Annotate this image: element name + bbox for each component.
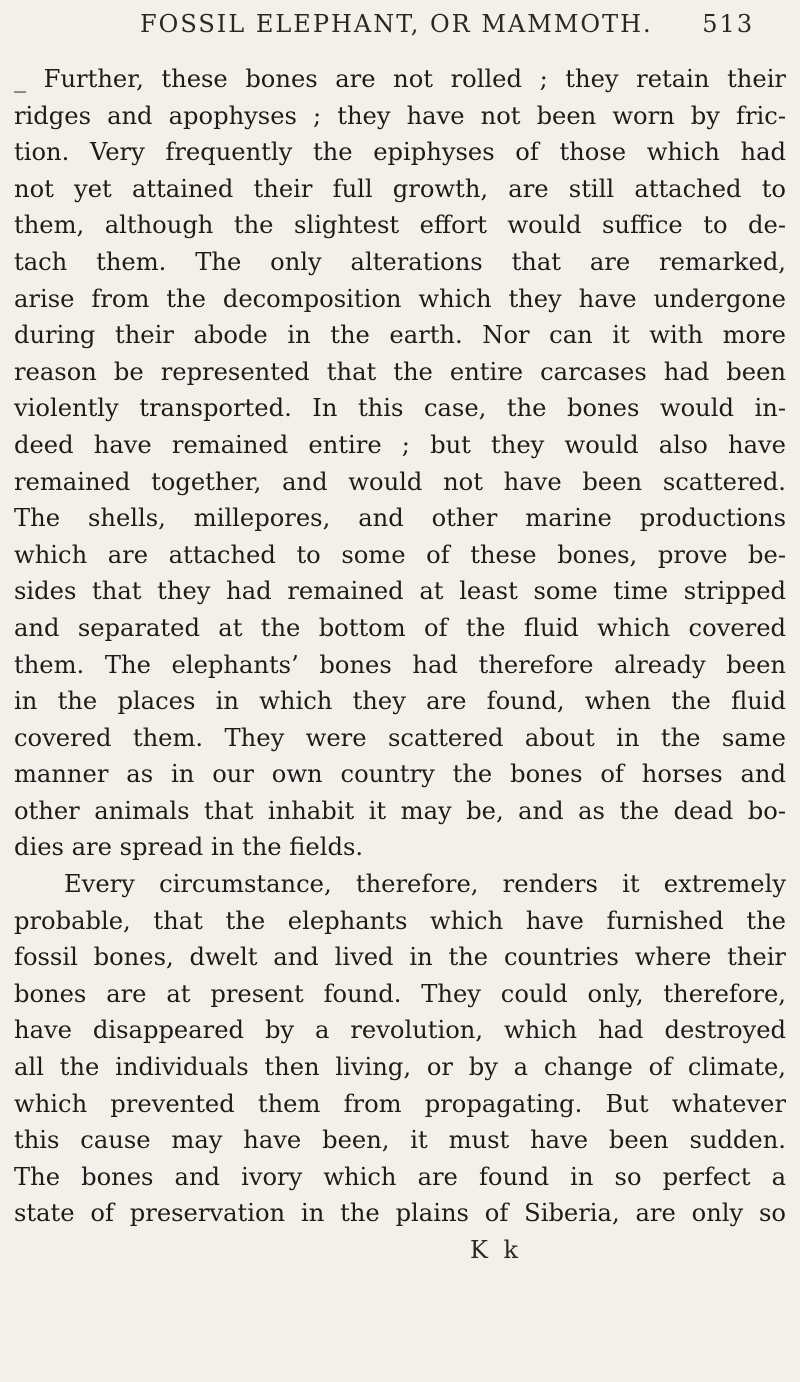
text-line: covered them. They were scattered about in the same: [14, 723, 786, 752]
text-line: probable, that the elephants which have furnished the: [14, 906, 786, 935]
text-line: The bones and ivory which are found in so perfect a: [14, 1162, 786, 1191]
text-line: and separated at the bottom of the fluid which covered: [14, 613, 786, 642]
text-line: in the places in which they are found, when the fluid: [14, 687, 786, 716]
text-line: _ Further, these bones are not rolled ; they retain their: [14, 65, 786, 93]
signature-mark: K k: [470, 1236, 523, 1264]
text-line: state of preservation in the plains of Siberia, are only so: [14, 1199, 786, 1228]
text-line: which are attached to some of these bones, prove be-: [14, 540, 786, 569]
text-line: sides that they had remained at least some time stripped: [14, 577, 786, 606]
text-line: ridges and apophyses ; they have not been worn by fric-: [14, 101, 786, 130]
text-line: not yet attained their full growth, are still attached to: [14, 174, 786, 203]
text-line: have disappeared by a revolution, which had destroyed: [14, 1016, 786, 1045]
text-line: manner as in our own country the bones of horses and: [14, 760, 786, 789]
text-line: fossil bones, dwelt and lived in the countries where their: [14, 943, 786, 972]
text-line: other animals that inhabit it may be, and as the dead bo-: [14, 796, 786, 825]
text-line: Every circumstance, therefore, renders it extremely: [64, 870, 786, 899]
text-line: tion. Very frequently the epiphyses of those which had: [14, 138, 786, 167]
text-line: dies are spread in the fields.: [14, 833, 364, 862]
text-line: which prevented them from propagating. But whatever: [14, 1089, 786, 1118]
text-line: deed have remained entire ; but they would also have: [14, 430, 786, 459]
text-line: tach them. The only alterations that are remarked,: [14, 247, 786, 276]
text-line: bones are at present found. They could only, therefore,: [14, 979, 786, 1008]
running-head: [140, 10, 780, 38]
text-line: arise from the decomposition which they have undergone: [14, 284, 786, 313]
text-line: violently transported. In this case, the bones would in-: [14, 394, 786, 423]
text-line: them. The elephants’ bones had therefore already been: [14, 650, 786, 679]
body-text: [14, 61, 786, 1232]
text-line: The shells, millepores, and other marine productions: [14, 504, 786, 533]
text-line: reason be represented that the entire carcases had been: [14, 357, 786, 386]
text-line: during their abode in the earth. Nor can it with more: [14, 321, 786, 350]
text-line: remained together, and would not have been scattered.: [14, 467, 786, 496]
text-line: this cause may have been, it must have been sudden.: [14, 1126, 786, 1155]
page-number: 513: [702, 10, 755, 38]
text-line: them, although the slightest effort would suffice to de-: [14, 211, 786, 240]
text-line: all the individuals then living, or by a change of climate,: [14, 1053, 786, 1082]
running-head-title: FOSSIL ELEPHANT, OR MAMMOTH.: [140, 10, 653, 38]
